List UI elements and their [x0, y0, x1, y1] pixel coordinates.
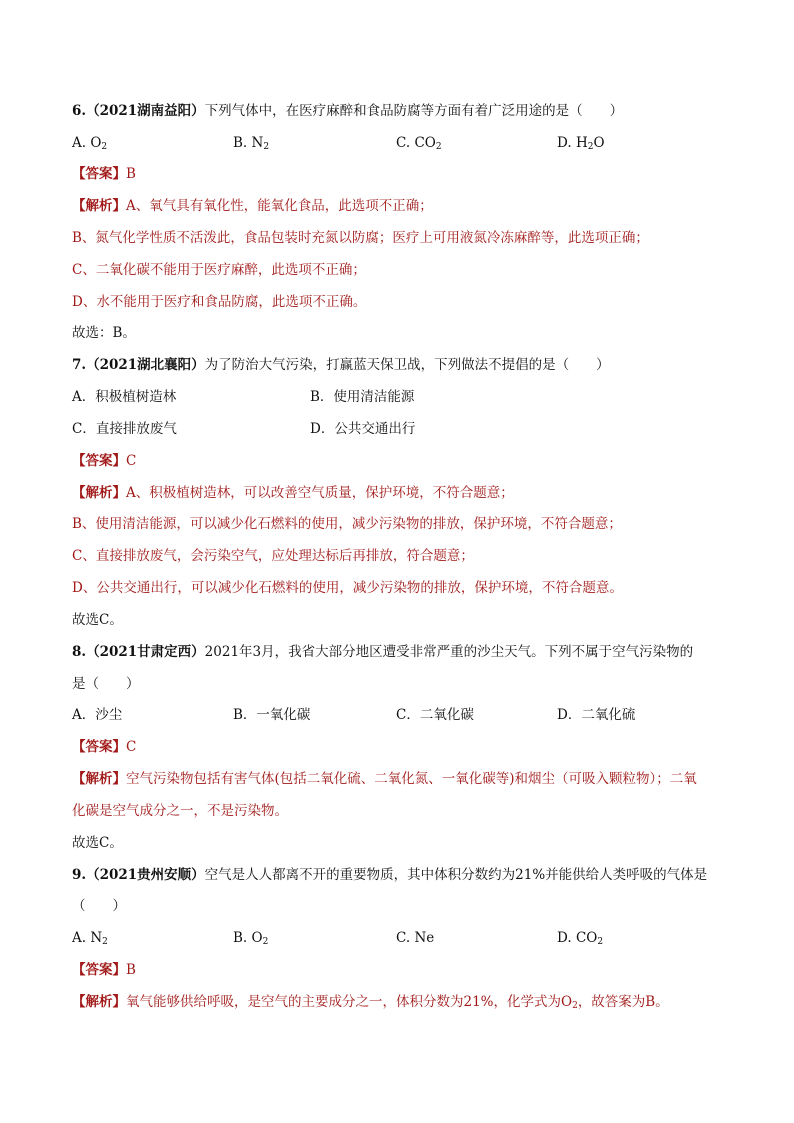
question-text: 下列气体中，在医疗麻醉和食品防腐等方面有着广泛用途的是（ ） — [204, 103, 624, 119]
answer-value: C — [126, 739, 137, 755]
option-c: C．直接排放废气 — [72, 421, 177, 437]
answer-tag: 【答案】 — [72, 166, 126, 182]
conclusion: 故选：B。 — [72, 325, 136, 341]
analysis-line: D、水不能用于医疗和食品防腐，此选项不正确。 — [72, 294, 367, 310]
analysis-line: D、公共交通出行，可以减少化石燃料的使用，减少污染物的排放，保护环境，不符合题意。 — [72, 580, 623, 596]
question-source: （2021甘肃定西） — [86, 644, 205, 660]
analysis-line: B、使用清洁能源，可以减少化石燃料的使用，减少污染物的排放，保护环境，不符合题意； — [72, 516, 622, 532]
analysis-line: B、氮气化学性质不活泼此，食品包装时充氮以防腐；医疗上可用液氮冷冻麻醉等，此选项正确； — [72, 230, 649, 246]
question-source: （2021湖南益阳） — [86, 103, 205, 119]
option-c: C. Ne — [396, 930, 435, 946]
answer-line — [72, 960, 136, 980]
option-b: B. $O_2$ — [233, 930, 269, 947]
answer-line — [72, 451, 136, 471]
option-b: B．使用清洁能源 — [310, 389, 415, 405]
answer-tag: 【答案】 — [72, 453, 126, 469]
analysis-line: 【解析】空气污染物包括有害气体(包括二氧化硫、二氧化氮、一氧化碳等)和烟尘（可吸入颗粒物）；二氧 — [72, 771, 697, 787]
answer-tag: 【答案】 — [72, 739, 126, 755]
analysis-line: 【解析】氧气能够供给呼吸，是空气的主要成分之一，体积分数为21%，化学式为$O_2$，故答案为B。 — [72, 994, 669, 1011]
option-b: B．一氧化碳 — [233, 707, 311, 723]
option-d: D. $CO_2$ — [557, 930, 604, 947]
question-number: 8. — [72, 644, 87, 660]
option-c: C．二氧化碳 — [396, 707, 474, 723]
option-a: A. $O_2$ — [72, 135, 108, 152]
question-9-stem — [72, 865, 707, 885]
option-a: A. $N_2$ — [72, 930, 108, 947]
answer-tag: 【答案】 — [72, 962, 126, 978]
option-a: A．积极植树造林 — [72, 389, 177, 405]
answer-line — [72, 737, 136, 757]
option-d: D．公共交通出行 — [310, 421, 416, 437]
answer-value: B — [126, 962, 136, 978]
analysis-tag: 【解析】 — [72, 198, 126, 214]
question-source: （2021湖北襄阳） — [86, 357, 205, 373]
question-text: 空气是人人都离不开的重要物质，其中体积分数约为21%并能供给人类呼吸的气体是 — [204, 867, 708, 883]
question-number: 9. — [72, 867, 87, 883]
question-6-stem — [72, 101, 623, 121]
option-d: D．二氧化硫 — [557, 707, 636, 723]
analysis-line: C、直接排放废气，会污染空气，应处理达标后再排放，符合题意； — [72, 548, 474, 564]
analysis-line: C、二氧化碳不能用于医疗麻醉，此选项不正确； — [72, 262, 366, 278]
question-number: 7. — [72, 357, 87, 373]
option-b: B. $N_2$ — [233, 135, 270, 152]
answer-value: C — [126, 453, 137, 469]
conclusion: 故选C。 — [72, 835, 123, 851]
analysis-line: 【解析】A、积极植树造林，可以改善空气质量，保护环境，不符合题意； — [72, 485, 514, 501]
option-d: D. $H_2O$ — [557, 135, 605, 152]
question-source: （2021贵州安顺） — [86, 867, 205, 883]
analysis-line: 化碳是空气成分之一，不是污染物。 — [72, 803, 288, 819]
analysis-tag: 【解析】 — [72, 994, 126, 1010]
question-8-stem — [72, 642, 693, 662]
answer-value: B — [126, 166, 136, 182]
analysis-tag: 【解析】 — [72, 771, 126, 787]
answer-line — [72, 164, 136, 184]
option-a: A．沙尘 — [72, 707, 123, 723]
question-8-stem-cont: 是（ ） — [72, 676, 140, 692]
question-text: 为了防治大气污染，打赢蓝天保卫战，下列做法不提倡的是（ ） — [204, 357, 610, 373]
analysis-tag: 【解析】 — [72, 485, 126, 501]
option-c: C. $CO_2$ — [396, 135, 442, 152]
conclusion: 故选C。 — [72, 612, 123, 628]
question-text: 2021年3月，我省大部分地区遭受非常严重的沙尘天气。下列不属于空气污染物的 — [204, 644, 694, 660]
question-number: 6. — [72, 103, 87, 119]
analysis-line: 【解析】A、氧气具有氧化性，能氧化食品，此选项不正确； — [72, 198, 433, 214]
question-7-stem — [72, 355, 610, 375]
question-9-stem-cont: （ ） — [72, 898, 126, 914]
